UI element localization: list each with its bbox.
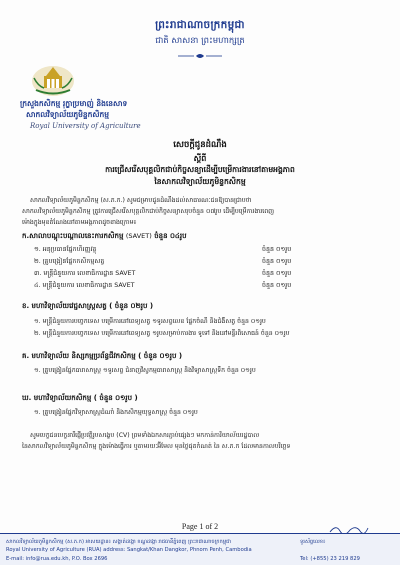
section-b-title: ខ. មហាវិទ្យាល័យវេជ្ជសាស្ត្រសត្វ	[22, 302, 107, 310]
section-c-heading	[22, 352, 182, 362]
notice-title: សេចក្តីជូនដំណឹង	[173, 140, 227, 150]
closing-line: សូមបេក្ខជនបេក្ខនារីផ្ញើប្រវត្តិរូបសង្ខេប (CV) ព្រមទាំងឯកសារភ្ជាប់ផ្សេងៗ មកកាន់ការិយាល័យរដ្ឋបាល	[30, 432, 260, 439]
section-a-count: ចំនួន ០៤រូប	[154, 232, 187, 240]
section-a-title: ក.សាលាបណ្តុះបណ្តាលនេះការកសិកម្ម	[22, 232, 124, 240]
footer-email: E-mail: info@rua.edu.kh, P.O. Box 2696	[6, 556, 108, 562]
list-item: ២. គ្រូបង្រៀនផ្នែកកសិកម្មសត្វ	[34, 258, 105, 265]
kingdom-title: ព្រះរាជាណាចក្រកម្ពុជា	[155, 19, 245, 31]
ministry-name: ក្រសួងកសិកម្ម រុក្ខាប្រមាញ់ និងនេសាទ	[20, 99, 128, 108]
section-b-count: ( ចំនួន ០២រូប )	[109, 302, 154, 310]
intro-line: សាកលវិទ្យាល័យភូមិន្ទកសិកម្ម ត្រូវការជ្រើសរើសបុគ្គលិកជាប់កិច្ចសន្យាសរុបចំនួន ០៧រូប ដើម្បីបម្រើការងារពេញ	[22, 208, 275, 215]
list-item-qty: ចំនួន ០១រូប	[262, 246, 292, 253]
notice-regarding: ស្តីពី	[193, 154, 207, 163]
intro-line: សាកលវិទ្យាល័យភូមិន្ទកសិកម្ម (ស.ភ.ក.) សូមជម្រាបជូនដំណឹងដល់សាធារណៈជនឱ្យបានជ្រាបថា	[30, 197, 252, 204]
list-item-qty: ចំនួន ០១រូប	[262, 258, 292, 265]
section-c-title: គ. មហាវិទ្យាល័យ និស្សកម្មប្រព័ន្ធជីវកសិកម្ម	[22, 352, 136, 360]
notice-subject-line2: នៃសាកលវិទ្យាល័យភូមិន្ទកសិកម្ម	[154, 177, 246, 186]
list-item: ១. គ្រូបង្រៀនផ្នែកធារាសាស្ត្រ ១ទូរសព្ទ ជំនាញវិស្វកម្មធារាសាស្ត្រ និងវិទ្យាសាស្ត្រទឹក ចំនួន ០១រូប	[34, 367, 256, 374]
section-b-heading	[22, 302, 153, 312]
footer-address-english: Royal University of Agriculture (RUA) address: Sangkat/Khan Dangkor, Phnom Penh, Cambodia	[6, 547, 252, 553]
university-logo	[30, 64, 76, 98]
intro-line: ម៉ោងក្នុងមុខតំណែងនៅតាមអង្គភាពដូចខាងក្រោម៖	[22, 219, 137, 226]
section-a-code: (SAVET)	[125, 232, 152, 240]
closing-line: នៃសាកលវិទ្យាល័យភូមិន្ទកសិកម្ម ក្នុងម៉ោងធ្វើការ ឬតាមរយៈអ៊ីមែល មុនថ្ងៃផុតកំណត់ នៃ ស.ភ.ក ដែលមានកាលបរិច្ឆេទ	[22, 443, 291, 450]
list-item: ១. គ្រូបង្រៀនផ្នែកវិទ្យាសាស្ត្រដំណាំ និងកសិកម្មយុទ្ធសាស្ត្រ ចំនួន ០១រូប	[34, 409, 198, 416]
list-item-qty: ចំនួន ០១រូប	[262, 282, 292, 289]
list-item: ១. អនុប្រធានផ្នែកហិរញ្ញវត្ថុ	[34, 246, 97, 253]
section-a-heading	[22, 232, 187, 242]
section-d-title: ឃ. មហាវិទ្យាល័យកសិកម្ម	[22, 394, 92, 402]
section-d-count: ( ចំនួន ០១រូប )	[93, 394, 138, 402]
list-item: ៤. មន្ត្រីជំនួយការ លេខាធិការដ្ឋាន SAVET	[34, 282, 135, 289]
list-item: ៣. មន្ត្រីជំនួយការ លេខាធិការដ្ឋាន SAVET	[34, 270, 136, 277]
section-c-count: ( ចំនួន ០១រូប )	[138, 352, 183, 360]
university-name-english: Royal University of Agriculture	[30, 122, 141, 130]
university-name-khmer: សាកលវិទ្យាល័យភូមិន្ទកសិកម្ម	[26, 110, 110, 119]
page-number: Page 1 of 2	[181, 522, 219, 531]
list-item: ១. មន្ត្រីជំនួយការបច្ចេកទេស បម្រើការនៅពេទ្យសត្វ ១ទូរសព្ទលេខ ផ្នែកចំណី និងជំងឺសត្វ ចំនួន ០១រូប	[34, 318, 266, 325]
footer-phone-label: ទូរស័ព្ទលេខ៖	[300, 539, 326, 545]
notice-subject-line1: ការជ្រើសរើសបុគ្គលិកជាប់កិច្ចសន្យាដើម្បីបម្រើការងារនៅតាមអង្គភាព	[105, 165, 295, 174]
list-item-qty: ចំនួន ០១រូប	[262, 270, 292, 277]
list-item: ២. មន្ត្រីជំនួយការបច្ចេកទេស បម្រើការនៅពេទ្យសត្វ ១រូបសម្រាប់ការងារ ទូទៅ និងនៅមន្ទីរពិសោធន៍ ចំនួន ០១រូប	[34, 330, 290, 337]
footer-bar	[0, 533, 400, 565]
footer-address-khmer: សាកលវិទ្យាល័យភូមិន្ទកសិកម្ម (ស.ភ.ក) អាសយដ្ឋាន៖ សង្កាត់ដង្កោ ខណ្ឌដង្កោ រាជធានីភ្នំពេញ ព្រះរាជាណាចក្រកម្ពុជា	[6, 539, 232, 545]
ornament-divider	[178, 52, 222, 60]
kingdom-motto: ជាតិ សាសនា ព្រះមហាក្សត្រ	[155, 36, 245, 46]
footer-phone: Tel: (+855) 23 219 829	[300, 556, 360, 562]
section-d-heading	[22, 394, 138, 404]
